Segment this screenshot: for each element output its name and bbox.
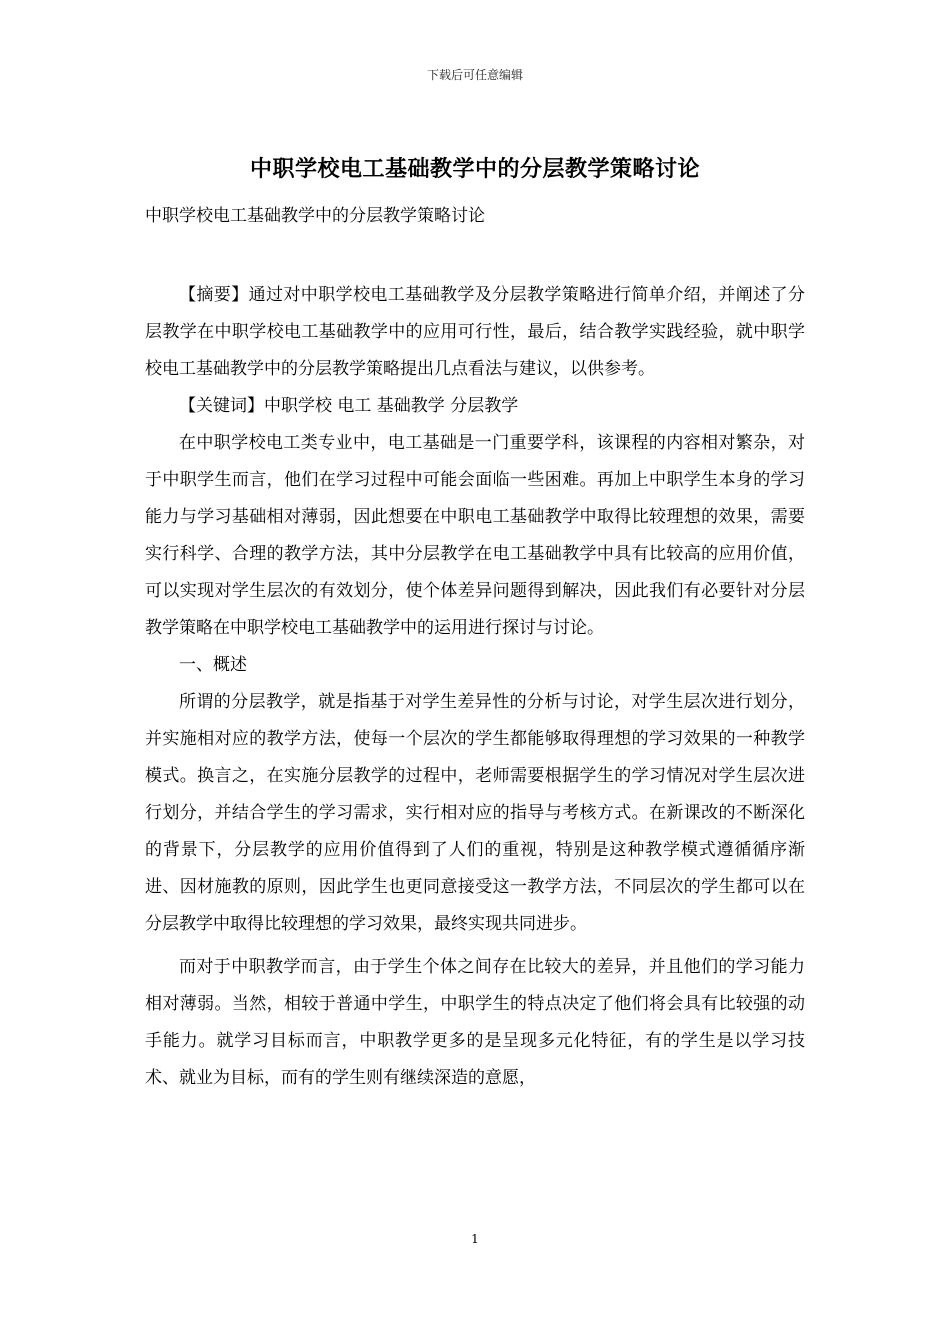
- section-heading-overview: 一、概述: [179, 655, 247, 675]
- intro-paragraph: 在中职学校电工类专业中，电工基础是一门重要学科，该课程的内容相对繁杂，对于中职学生而言，他们在学习过程中可能会面临一些困难。再加上中职学生本身的学习能力与学习基础相对薄弱，因此想要在中职电工基础教学中取得比较理想的效果，需要实行科学、合理的教学方法，其中分层教学在电工基础教学中具有比较高的应用价值，可以实现对学生层次的有效划分，使个体差异问题得到解决，因此我们有必要针对分层教学策略在中职学校电工基础教学中的运用进行探讨与讨论。: [145, 433, 805, 638]
- document-body: [145, 198, 805, 1097]
- body-paragraph-1: 所谓的分层教学，就是指基于对学生差异性的分析与讨论，对学生层次进行划分，并实施相对应的教学方法，使每一个层次的学生都能够取得理想的学习效果的一种教学模式。换言之，在实施分层教学的过程中，老师需要根据学生的学习情况对学生层次进行划分，并结合学生的学习需求，实行相对应的指导与考核方式。在新课改的不断深化的背景下，分层教学的应用价值得到了人们的重视，特别是这种教学模式遵循循序渐进、因材施教的原则，因此学生也更同意接受这一教学方法，不同层次的学生都可以在分层教学中取得比较理想的学习效果，最终实现共同进步。: [145, 692, 805, 934]
- document-subtitle: 中职学校电工基础教学中的分层教学策略讨论: [145, 206, 485, 226]
- document-title: 中职学校电工基础教学中的分层教学策略讨论: [249, 156, 700, 182]
- page-number: 1: [471, 1232, 479, 1246]
- header-note: 下载后可任意编辑: [426, 68, 523, 82]
- body-paragraph-2: 而对于中职教学而言，由于学生个体之间存在比较大的差异，并且他们的学习能力相对薄弱。当然，相较于普通中学生，中职学生的特点决定了他们将会具有比较强的动手能力。就学习目标而言，中职教学更多的是呈现多元化特征，有的学生是以学习技术、就业为目标，而有的学生则有继续深造的意愿，: [145, 957, 805, 1088]
- abstract-paragraph: 【摘要】通过对中职学校电工基础教学及分层教学策略进行简单介绍，并阐述了分层教学在中职学校电工基础教学中的应用可行性，最后，结合教学实践经验，就中职学校电工基础教学中的分层教学策略提出几点看法与建议，以供参考。: [145, 285, 805, 379]
- keywords-line: 【关键词】中职学校 电工 基础教学 分层教学: [179, 396, 519, 416]
